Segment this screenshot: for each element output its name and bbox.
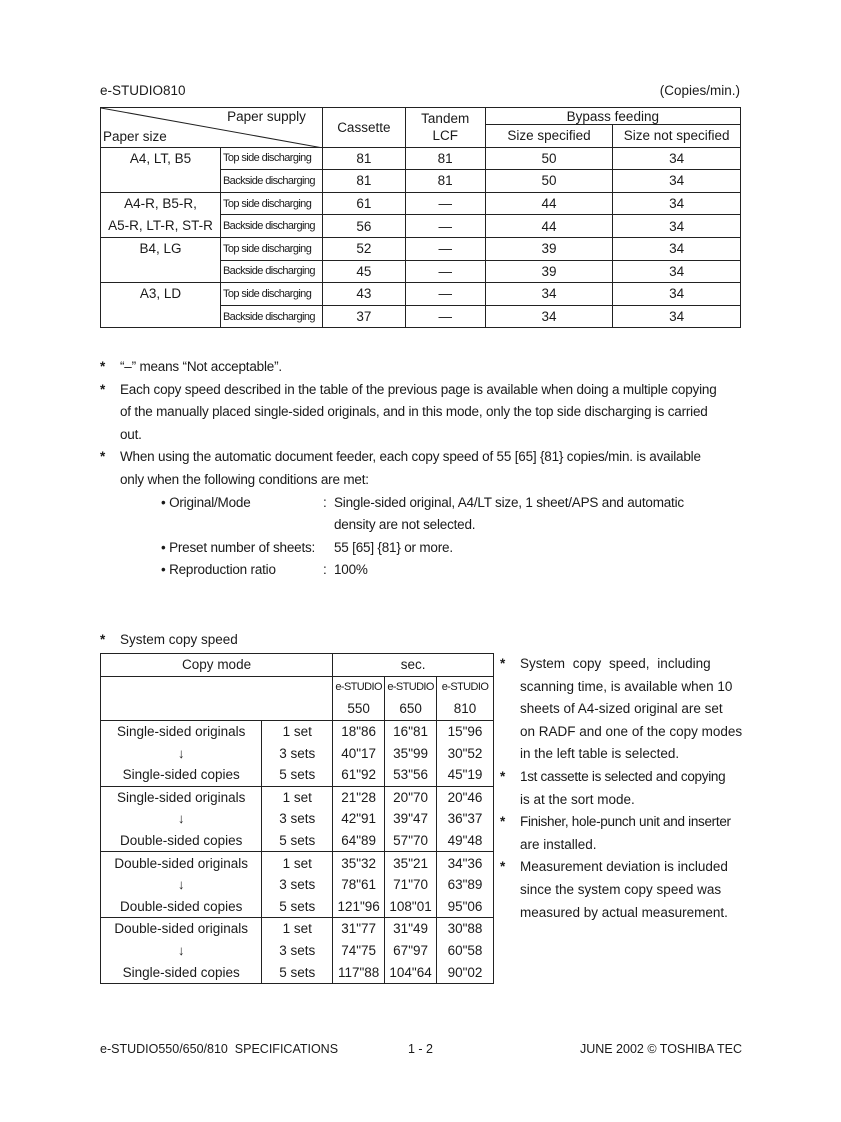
table-row: Single-sided originals 1 set 18"86 16"81 15"96: [101, 720, 494, 742]
system-copy-speed-title: * System copy speed: [100, 632, 238, 647]
copy-speed-table: [100, 107, 741, 328]
paper-size-cell-cont: A5-R, LT-R, ST-R: [101, 215, 221, 238]
table-row: ↓ 3 sets 42"91 39"47 36"37: [101, 808, 494, 830]
col-bypass-feeding: Bypass feeding: [485, 108, 740, 125]
unit-label: (Copies/min.): [659, 83, 740, 98]
system-speed-notes: [500, 653, 743, 924]
arrow-down-icon: ↓: [101, 742, 262, 764]
table-row: Backside discharging 45 — 39 34: [101, 260, 741, 283]
table-row: Backside discharging 81 81 50 34: [101, 170, 741, 193]
paper-size-cell: A4, LT, B5: [101, 147, 221, 192]
paper-supply-label: Paper supply: [227, 109, 306, 125]
col-sec: sec.: [333, 654, 494, 677]
condition-reproduction-ratio: • Reproduction ratio : 100%: [161, 562, 368, 578]
paper-size-cell: B4, LG: [101, 237, 221, 282]
page-number: 1 - 2: [408, 1042, 434, 1056]
table-row: Double-sided originals 1 set 31"77 31"49 30"88: [101, 918, 494, 940]
col-size-specified: Size specified: [485, 125, 613, 148]
table-row: A4, LT, B5 Top side discharging 81 81 50 34: [101, 147, 741, 170]
table-row: A4-R, B5-R, Top side discharging 61 — 44 34: [101, 192, 741, 215]
asterisk-icon: *: [100, 632, 106, 647]
table-row: A5-R, LT-R, ST-R Backside discharging 56 — 44 34: [101, 215, 741, 238]
footer-copyright: JUNE 2002 © TOSHIBA TEC: [579, 1042, 742, 1056]
table-row: ↓ 3 sets 78"61 71"70 63"89: [101, 874, 494, 896]
asterisk-icon: *: [500, 656, 506, 671]
asterisk-icon: *: [100, 359, 106, 374]
paper-size-label: Paper size: [103, 129, 167, 145]
table-row: B4, LG Top side discharging 52 — 39 34: [101, 237, 741, 260]
model-header: e-STUDIO: [385, 676, 437, 698]
condition-original-mode: • Original/Mode : Single-sided original, A4/LT size, 1 sheet/APS and automatic: [161, 494, 684, 510]
table-row: ↓ 3 sets 74"75 67"97 60"58: [101, 940, 494, 962]
col-size-not-specified: Size not specified: [613, 125, 741, 148]
paper-size-cell: A4-R, B5-R,: [101, 192, 221, 215]
asterisk-icon: *: [500, 768, 506, 784]
table-row: Single-sided copies 5 sets 117"88 104"64 90"02: [101, 961, 494, 983]
arrow-down-icon: ↓: [101, 808, 262, 830]
table-row: Double-sided originals 1 set 35"32 35"21 34"36: [101, 852, 494, 874]
notes-section: * “–” means “Not acceptable”. * Each copy speed described in the table of the previous page is available when doing a multiple copying of the manually placed single-sided originals, and in this mode, only the top side discharging is carried out. * When using the automatic document feeder, each copy speed of 55 [65] {81} copies/min. is available only when the following conditions are met: • Original/Mode : Single-sided original, A4/LT size, 1 sheet/APS and automatic density are not selected. • Preset number of sheets: 55 [65] {81} or more. • Reproduction ratio : 100%: [100, 356, 745, 582]
note-manual-copy: * Each copy speed described in the table of the previous page is available when doing a multiple copying of the manually placed single-sided originals, and in this mode, only the top side discharging is carried out.: [100, 379, 745, 447]
condition-preset-sheets: • Preset number of sheets: 55 [65] {81} or more.: [161, 539, 453, 555]
side-note-finisher: * Finisher, hole-punch unit and inserter are installed.: [500, 811, 743, 856]
table-row: ↓ 3 sets 40"17 35"99 30"52: [101, 742, 494, 764]
col-cassette: Cassette: [322, 108, 405, 148]
table-row: Double-sided copies 5 sets 121"96 108"01 95"06: [101, 896, 494, 918]
table-row: A3, LD Top side discharging 43 — 34 34: [101, 283, 741, 306]
side-note-deviation: * Measurement deviation is included since the system copy speed was measured by actual measurement.: [500, 856, 743, 924]
model-header: e-STUDIO: [437, 676, 494, 698]
paper-size-cell: A3, LD: [101, 283, 221, 328]
col-copy-mode: Copy mode: [101, 654, 333, 677]
asterisk-icon: *: [100, 381, 106, 397]
side-note-scanning: * System copy speed, including scanning time, is available when 10 sheets of A4-sized original are set on RADF and one of the copy modes in the left table is selected.: [500, 653, 743, 766]
asterisk-icon: *: [500, 859, 506, 875]
model-title: e-STUDIO810: [100, 83, 186, 98]
side-note-cassette: * 1st cassette is selected and copying is at the sort mode.: [500, 766, 743, 811]
system-copy-speed-table: Copy mode sec. e-STUDIO e-STUDIO e-STUDIO 550 650 810 Single-sided originals 1 set 18"86 16"81 15"96 ↓ 3 sets 40"17 35"99 30"52 Single-sided copies 5 sets 61"92 53"56 45"19 Single-sided originals 1 set 21"28 20"70 20"46 ↓ 3 sets 42"91 39"47 36"37 Double-sided copies 5 sets 64"89 57"70 49"48 Double-sided originals 1 set 35"32 35"21 34"36 ↓ 3 sets 78"61 71"70 63"89 Double-sided copies 5 sets 121"96 108"01 95"06 Double-sided originals 1 set 31"77 31"49 30"88 ↓ 3 sets 74"75 67"97 60"58 Single-sided copies 5 sets 117"88 104"64 90"02: [100, 653, 494, 984]
asterisk-icon: *: [500, 814, 506, 830]
arrow-down-icon: ↓: [101, 940, 262, 962]
col-tandem-lcf: Tandem LCF: [405, 108, 485, 148]
table-row: Backside discharging 37 — 34 34: [101, 305, 741, 328]
model-header: e-STUDIO: [333, 676, 385, 698]
arrow-down-icon: ↓: [101, 874, 262, 896]
table-row: Single-sided copies 5 sets 61"92 53"56 45"19: [101, 764, 494, 786]
table-row: Double-sided copies 5 sets 64"89 57"70 49"48: [101, 830, 494, 852]
footer-doc-title: e-STUDIO550/650/810 SPECIFICATIONS: [100, 1042, 339, 1056]
corner-header: [101, 108, 323, 148]
asterisk-icon: *: [100, 449, 106, 465]
note-adf: * When using the automatic document feeder, each copy speed of 55 [65] {81} copies/min. is available only when the following conditions are met:: [100, 446, 745, 491]
note-not-acceptable: * “–” means “Not acceptable”.: [100, 356, 745, 379]
table-row: Single-sided originals 1 set 21"28 20"70 20"46: [101, 786, 494, 808]
